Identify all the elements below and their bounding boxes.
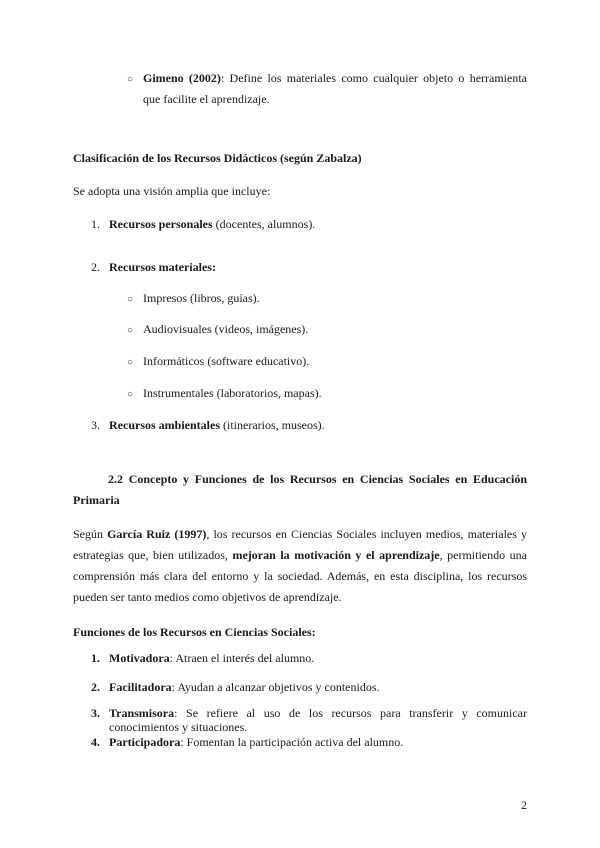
section-title-line-1: 2.2 Concepto y Funciones de los Recursos en Ciencias Sociales en Educación bbox=[108, 472, 527, 486]
section-2-2-title bbox=[73, 469, 527, 511]
function-item-3: 3. Transmisora: Se refiere al uso de los recursos para transferir y comunicar conocimientos y situaciones. bbox=[91, 706, 527, 734]
function-item-1: 1. Motivadora: Atraen el interés del alumno. bbox=[91, 651, 315, 665]
hollow-bullet-icon: ○ bbox=[127, 74, 134, 85]
hollow-bullet-icon: ○ bbox=[127, 294, 134, 305]
sub-item-informaticos: ○ Informáticos (software educativo). bbox=[127, 351, 309, 373]
paragraph-line-4: pueden ser tanto medios como objetivos de aprendizaje. bbox=[73, 590, 342, 604]
gimeno-line-2: que facilite el aprendizaje. bbox=[143, 92, 270, 106]
classification-heading: Clasificación de los Recursos Didácticos (según Zabalza) bbox=[73, 151, 362, 165]
gimeno-author: Gimeno (2002) bbox=[143, 71, 221, 85]
functions-heading: Funciones de los Recursos en Ciencias Sociales: bbox=[73, 625, 316, 639]
sub-item-impresos: ○ Impresos (libros, guías). bbox=[127, 288, 260, 310]
page-number: 2 bbox=[521, 798, 527, 812]
paragraph-line-1: Según García Ruiz (1997), los recursos en Ciencias Sociales incluyen medios, materiales y bbox=[73, 527, 528, 541]
function-item-3-line-2: conocimientos y situaciones. bbox=[109, 720, 248, 734]
sub-item-instrumentales: ○ Instrumentales (laboratorios, mapas). bbox=[127, 383, 322, 405]
paragraph-line-2: estrategias que, bien utilizados, mejoran la motivación y el aprendizaje, permitiendo una bbox=[73, 548, 528, 562]
class-item-1: 1. Recursos personales (docentes, alumnos). bbox=[91, 217, 316, 231]
hollow-bullet-icon: ○ bbox=[127, 389, 134, 400]
classification-intro: Se adopta una visión amplia que incluye: bbox=[73, 184, 271, 198]
section-title-line-2: Primaria bbox=[73, 493, 120, 507]
hollow-bullet-icon: ○ bbox=[127, 325, 134, 336]
function-item-3-line-1: Transmisora: Se refiere al uso de los recursos para transferir y comunicar bbox=[109, 706, 527, 720]
sub-item-audiovisuales: ○ Audiovisuales (videos, imágenes). bbox=[127, 319, 308, 341]
gimeno-line-1: Gimeno (2002): Define los materiales como cualquier objeto o herramienta bbox=[143, 71, 528, 85]
paragraph-line-3: comprensión más clara del entorno y la sociedad. Además, en esta disciplina, los recursos bbox=[73, 569, 527, 583]
class-item-2: 2. Recursos materiales: bbox=[91, 260, 216, 274]
function-item-4: 4. Participadora: Fomentan la participación activa del alumno. bbox=[91, 735, 404, 749]
gimeno-bullet bbox=[127, 68, 527, 110]
function-item-2: 2. Facilitadora: Ayudan a alcanzar objetivos y contenidos. bbox=[91, 680, 380, 694]
section-2-2-paragraph bbox=[73, 524, 527, 608]
class-item-3: 3. Recursos ambientales (itinerarios, museos). bbox=[91, 418, 325, 432]
hollow-bullet-icon: ○ bbox=[127, 357, 134, 368]
